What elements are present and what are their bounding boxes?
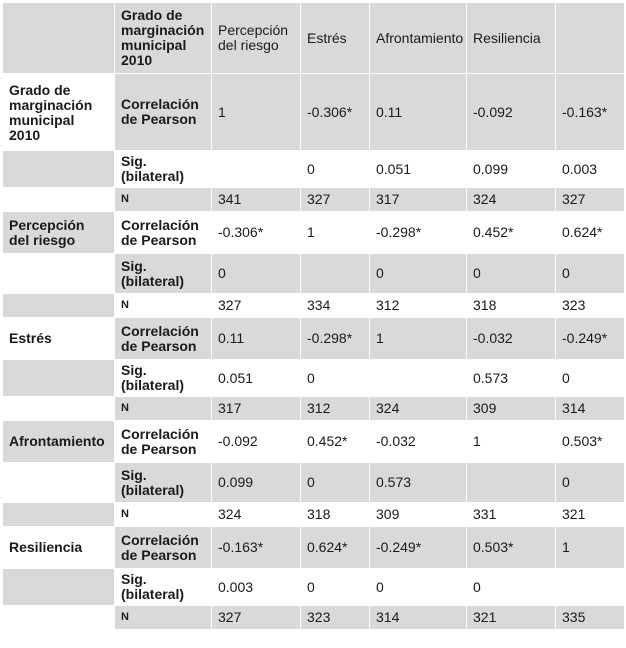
table-cell: 0 <box>556 360 625 397</box>
table-row <box>3 212 625 254</box>
row-stat-label: N <box>115 294 212 318</box>
table-cell: 0.573 <box>467 360 556 397</box>
row-stat-label: Sig. (bilateral) <box>115 463 212 503</box>
table-cell: 0 <box>301 463 370 503</box>
table-cell: 324 <box>370 397 467 421</box>
table-cell: 0 <box>467 254 556 294</box>
row-group-label: Grado de marginación municipal 2010 <box>3 74 115 151</box>
table-cell: 309 <box>370 503 467 527</box>
table-cell: 0.624* <box>556 212 625 254</box>
table-cell: 323 <box>301 606 370 630</box>
table-cell: 0 <box>370 254 467 294</box>
row-stat-label: N <box>115 606 212 630</box>
table-cell: 318 <box>467 294 556 318</box>
table-cell: 1 <box>370 318 467 360</box>
table-cell: 0.003 <box>212 569 301 606</box>
table-cell: 334 <box>301 294 370 318</box>
table-cell: 0 <box>370 569 467 606</box>
table-cell: 317 <box>370 188 467 212</box>
row-group-spacer <box>3 463 115 503</box>
table-cell: 324 <box>467 188 556 212</box>
row-stat-label: N <box>115 188 212 212</box>
table-cell: 0.051 <box>212 360 301 397</box>
table-row <box>3 318 625 360</box>
table-cell: -0.298* <box>370 212 467 254</box>
table-cell: 331 <box>467 503 556 527</box>
table-row <box>3 503 625 527</box>
table-row <box>3 188 625 212</box>
table-row <box>3 294 625 318</box>
table-row <box>3 569 625 606</box>
row-group-spacer <box>3 503 115 527</box>
row-group-label: Percepción del riesgo <box>3 212 115 254</box>
table-cell: 0.503* <box>467 527 556 569</box>
row-group-spacer <box>3 569 115 606</box>
row-group-spacer <box>3 606 115 630</box>
table-cell: -0.249* <box>556 318 625 360</box>
header-marginacion: Grado de marginación municipal 2010 <box>115 3 212 74</box>
table-cell: 312 <box>370 294 467 318</box>
table-cell: -0.306* <box>301 74 370 151</box>
table-cell: 0.452* <box>467 212 556 254</box>
row-stat-label: Sig. (bilateral) <box>115 569 212 606</box>
table-row <box>3 151 625 188</box>
table-cell: 0.11 <box>370 74 467 151</box>
table-cell: 0.452* <box>301 421 370 463</box>
correlation-table <box>2 2 625 630</box>
row-stat-label: Correlación de Pearson <box>115 318 212 360</box>
table-cell <box>212 151 301 188</box>
table-row <box>3 360 625 397</box>
row-stat-label: Correlación de Pearson <box>115 74 212 151</box>
table-cell: 0 <box>212 254 301 294</box>
table-cell: 341 <box>212 188 301 212</box>
row-stat-label: Correlación de Pearson <box>115 527 212 569</box>
table-cell <box>370 360 467 397</box>
table-cell: 327 <box>212 294 301 318</box>
row-stat-label: Sig. (bilateral) <box>115 151 212 188</box>
table-cell: 0 <box>556 463 625 503</box>
table-cell: 321 <box>467 606 556 630</box>
table-cell: 1 <box>556 527 625 569</box>
row-group-label: Estrés <box>3 318 115 360</box>
row-stat-label: Sig. (bilateral) <box>115 254 212 294</box>
header-afrontamiento: Afrontamiento <box>370 3 467 74</box>
row-group-spacer <box>3 254 115 294</box>
table-cell: 323 <box>556 294 625 318</box>
header-blank-cell <box>3 3 115 74</box>
table-cell <box>556 569 625 606</box>
table-cell: 327 <box>212 606 301 630</box>
row-group-spacer <box>3 360 115 397</box>
table-cell: -0.092 <box>212 421 301 463</box>
table-cell <box>301 254 370 294</box>
table-row <box>3 421 625 463</box>
header-resiliencia: Resiliencia <box>467 3 556 74</box>
table-cell: -0.092 <box>467 74 556 151</box>
row-stat-label: N <box>115 503 212 527</box>
row-stat-label: Correlación de Pearson <box>115 421 212 463</box>
table-cell: 318 <box>301 503 370 527</box>
row-group-label: Afrontamiento <box>3 421 115 463</box>
row-stat-label: N <box>115 397 212 421</box>
header-estres: Estrés <box>301 3 370 74</box>
table-cell: 0 <box>301 569 370 606</box>
table-cell: 312 <box>301 397 370 421</box>
table-cell <box>467 463 556 503</box>
table-cell: 0.003 <box>556 151 625 188</box>
table-cell: -0.163* <box>212 527 301 569</box>
table-row <box>3 527 625 569</box>
row-group-spacer <box>3 188 115 212</box>
row-group-label: Resiliencia <box>3 527 115 569</box>
table-row <box>3 463 625 503</box>
table-cell: -0.298* <box>301 318 370 360</box>
table-cell: 0 <box>301 151 370 188</box>
header-percepcion: Percepción del riesgo <box>212 3 301 74</box>
table-cell: 0 <box>467 569 556 606</box>
table-cell: -0.249* <box>370 527 467 569</box>
table-cell: 309 <box>467 397 556 421</box>
table-cell: 327 <box>556 188 625 212</box>
row-group-spacer <box>3 151 115 188</box>
table-cell: 0 <box>301 360 370 397</box>
table-cell: 0.099 <box>467 151 556 188</box>
table-cell: 0.051 <box>370 151 467 188</box>
table-cell: -0.306* <box>212 212 301 254</box>
table-row <box>3 74 625 151</box>
table-cell: 317 <box>212 397 301 421</box>
header-row <box>3 3 625 74</box>
table-cell: 335 <box>556 606 625 630</box>
table-cell: 1 <box>467 421 556 463</box>
table-row <box>3 397 625 421</box>
table-cell: 0.573 <box>370 463 467 503</box>
row-group-spacer <box>3 397 115 421</box>
table-cell: -0.163* <box>556 74 625 151</box>
table-cell: 314 <box>556 397 625 421</box>
table-cell: 0 <box>556 254 625 294</box>
table-cell: 321 <box>556 503 625 527</box>
table-cell: 0.099 <box>212 463 301 503</box>
table-cell: 314 <box>370 606 467 630</box>
table-cell: -0.032 <box>467 318 556 360</box>
table-row <box>3 606 625 630</box>
table-row <box>3 254 625 294</box>
table-cell: 1 <box>212 74 301 151</box>
table-cell: 0.503* <box>556 421 625 463</box>
row-stat-label: Correlación de Pearson <box>115 212 212 254</box>
row-group-spacer <box>3 294 115 318</box>
table-cell: 0.11 <box>212 318 301 360</box>
table-cell: -0.032 <box>370 421 467 463</box>
table-cell: 324 <box>212 503 301 527</box>
table-cell: 327 <box>301 188 370 212</box>
table-cell: 0.624* <box>301 527 370 569</box>
row-stat-label: Sig. (bilateral) <box>115 360 212 397</box>
header-empty-cell <box>556 3 625 74</box>
table-cell: 1 <box>301 212 370 254</box>
